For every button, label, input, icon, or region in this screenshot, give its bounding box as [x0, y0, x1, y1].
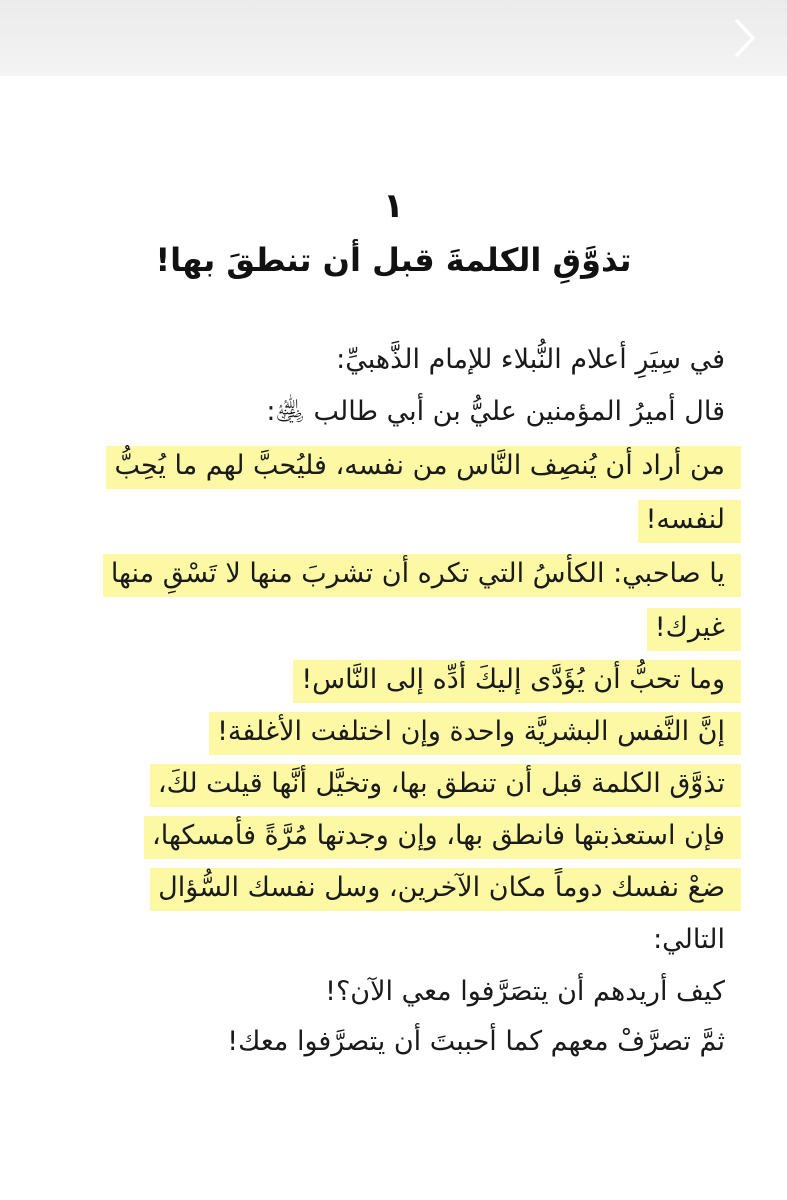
highlighted-line[interactable] — [209, 712, 725, 752]
line-text: تذوَّق الكلمة قبل أن تنطق بها، وتخيَّل أنَّها قيلت لكَ، — [150, 764, 741, 807]
text-line — [227, 1022, 725, 1062]
book-page — [0, 76, 787, 1200]
line-text: لنفسه! — [638, 500, 741, 543]
line-text: فإن استعذبتها فانطق بها، وإن وجدتها مُرَّةً فأمسكها، — [144, 816, 741, 859]
text-line — [336, 340, 725, 380]
line-text: غيرك! — [647, 608, 741, 651]
line-text: إنَّ النَّفس البشريَّة واحدة وإن اختلفت الأغلفة! — [209, 712, 741, 755]
chapter-number: ١ — [383, 186, 404, 226]
line-text: التالي: — [653, 924, 725, 955]
line-text: من أراد أن يُنصِف النَّاس من نفسه، فليُحبَّ لهم ما يُحِبُّ — [106, 446, 741, 489]
next-page-button[interactable] — [731, 16, 759, 60]
highlighted-line[interactable] — [103, 554, 725, 594]
highlighted-line[interactable] — [150, 764, 725, 804]
highlighted-line[interactable] — [647, 608, 725, 648]
chevron-right-icon — [734, 18, 756, 58]
reader-top-bar — [0, 0, 787, 76]
text-line — [325, 972, 725, 1012]
text-line — [653, 920, 725, 960]
line-text: ضعْ نفسك دوماً مكان الآخرين، وسل نفسك السُّؤال — [150, 868, 741, 911]
highlighted-line[interactable] — [638, 500, 725, 540]
line-text: وما تحبُّ أن يُؤَدَّى إليكَ أدِّه إلى النَّاس! — [293, 660, 741, 703]
line-text: كيف أريدهم أن يتصَرَّفوا معي الآن؟! — [325, 976, 725, 1007]
highlighted-line[interactable] — [293, 660, 725, 700]
highlighted-line[interactable] — [150, 868, 725, 908]
highlighted-line[interactable] — [106, 446, 725, 486]
line-text: قال أميرُ المؤمنين عليُّ بن أبي طالب ﵁: — [266, 396, 725, 427]
line-text: يا صاحبي: الكأسُ التي تكره أن تشربَ منها لا تَسْقِ منها — [103, 554, 741, 597]
line-text: ثمَّ تصرَّفْ معهم كما أحببتَ أن يتصرَّفوا معك! — [227, 1026, 725, 1057]
text-line — [266, 392, 725, 432]
highlighted-line[interactable] — [144, 816, 725, 856]
chapter-title: تذوَّقِ الكلمةَ قبل أن تنطقَ بها! — [155, 241, 632, 279]
line-text: في سِيَرِ أعلام النُّبلاء للإمام الذَّهبيِّ: — [336, 344, 725, 375]
